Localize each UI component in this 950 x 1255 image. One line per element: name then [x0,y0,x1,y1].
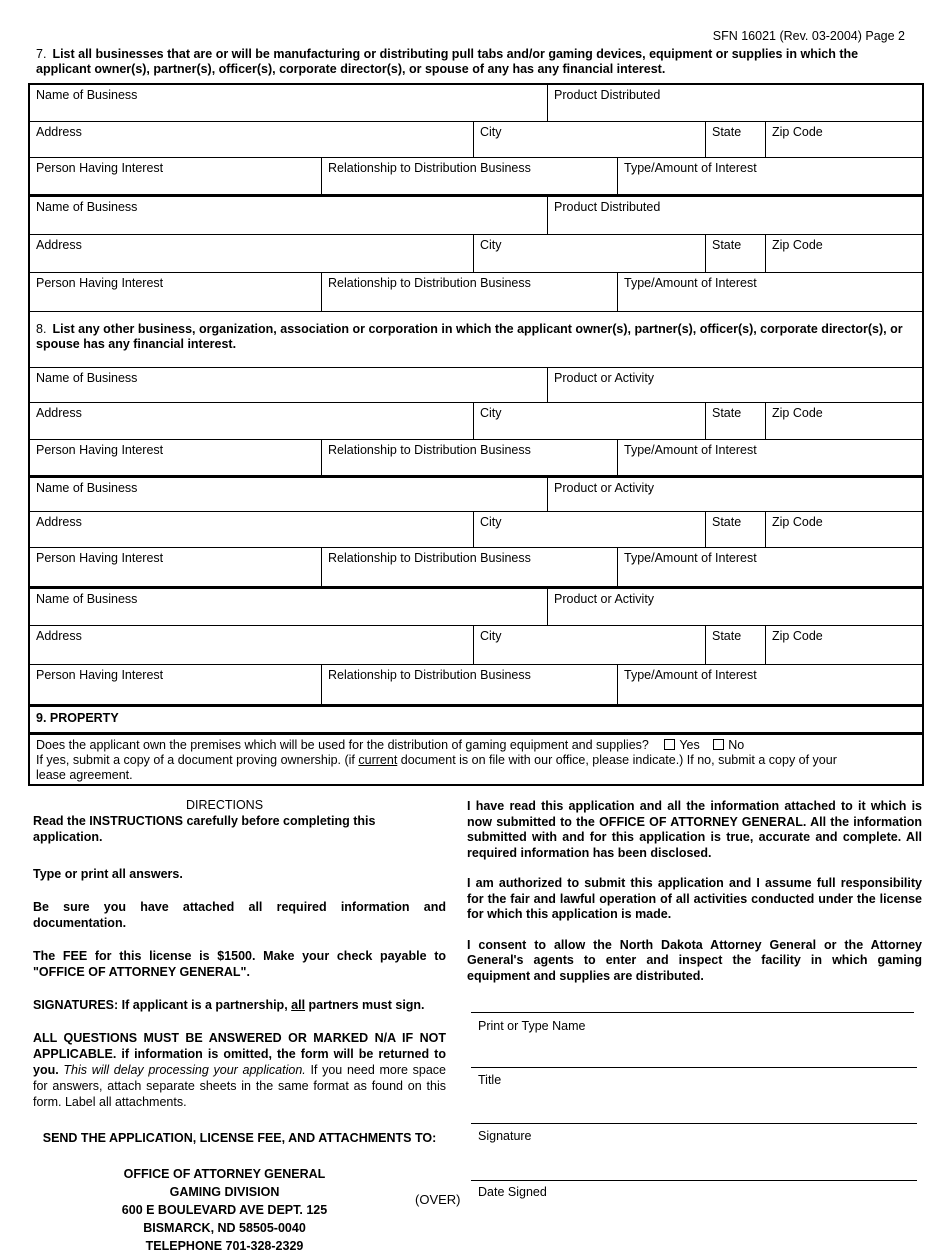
name-of-business-field[interactable] [30,197,547,234]
type-amount-field[interactable] [617,273,922,311]
question-7-text: List all businesses that are or will be manufacturing or distributing pull tabs and/or gaming devices, equipment or supplies in which the applicant owner(s), partner(s), officer(s), corporate director(s), or spouse of any has any financial interest. [36,47,859,76]
name-of-business-field[interactable] [30,478,547,511]
city-field[interactable] [473,626,705,664]
person-interest-field[interactable] [30,548,321,586]
field-label: Address [36,125,82,139]
field-label: Address [36,406,82,420]
name-of-business-field[interactable] [30,85,547,121]
field-label: State [712,125,742,139]
city-field[interactable] [473,122,705,157]
table-row [30,122,922,158]
field-label: Type/Amount of Interest [624,443,757,457]
type-amount-field[interactable] [617,548,922,586]
field-label: Zip Code [772,125,823,139]
question-8-text: List any other business, organization, association or corporation in which the applicant owner(s), partner(s), officer(s), corporate director(s), or spouse has any financial interest. [36,322,903,351]
p5-all: all [291,998,306,1012]
certification-p2: I am authorized to submit this application and I assume full responsibility for the fair and lawful operation of all activities conducted under the license for which this application is made. [467,876,922,921]
question-8 [36,322,916,352]
p5-text-2: partners must sign. [305,998,425,1012]
address-line: BISMARCK, ND 58505-0040 [143,1221,306,1235]
person-interest-field[interactable] [30,440,321,475]
table-row [30,626,922,665]
directions-p2: Type or print all answers. [33,867,183,881]
table-row [30,665,922,707]
person-interest-field[interactable] [30,665,321,704]
property-note [36,753,856,783]
relationship-field[interactable] [321,440,617,475]
no-label: No [728,738,745,752]
directions-p3: Be sure you have attached all required information and documentation. [33,900,446,930]
note-text-2: document is on file with our office, please indicate.) If no, submit a copy of your lease agreement. [36,753,837,782]
form-id: SFN 16021 (Rev. 03-2004) Page 2 [712,29,905,43]
address-line: TELEPHONE 701-328-2329 [145,1239,304,1253]
table-row [30,368,922,403]
table-row [30,158,922,197]
table-row [30,403,922,440]
table-row [30,512,922,548]
address-field[interactable] [30,235,473,272]
field-label: City [480,406,502,420]
table-row [30,440,922,478]
field-label: Product or Activity [554,481,655,495]
field-label: Zip Code [772,406,823,420]
field-label: Person Having Interest [36,443,164,457]
product-or-activity-field[interactable] [547,478,922,511]
certification-p3: I consent to allow the North Dakota Attorney General or the Attorney General's agents to enter and inspect the facility in which gaming equipment and supplies are distributed. [467,937,922,983]
directions-p6 [33,1030,446,1110]
certification-p1: I have read this application and all the information attached to it which is now submitted to the OFFICE OF ATTORNEY GENERAL. All the information submitted with and for this application is true, accurate and complete. All required information has been disclosed. [467,799,922,860]
field-label: Type/Amount of Interest [624,276,757,290]
field-label: Zip Code [772,238,823,252]
yes-label: Yes [679,738,700,752]
product-or-activity-field[interactable] [547,589,922,625]
signature-line [471,1067,917,1068]
field-label: Type/Amount of Interest [624,668,757,682]
type-amount-field[interactable] [617,440,922,475]
over-indicator: (OVER) [415,1192,461,1207]
field-label: City [480,125,502,139]
field-label: Relationship to Distribution Business [328,551,531,565]
field-label: Relationship to Distribution Business [328,443,531,457]
date-signed-field[interactable]: Date Signed [478,1185,547,1199]
field-label: Person Having Interest [36,551,164,565]
product-or-activity-field[interactable] [547,368,922,402]
p6-bold: ALL QUESTIONS MUST BE ANSWERED OR MARKED N/A IF NOT APPLICABLE. if information is omitted, the form will be returned to you. [33,1031,446,1077]
p6-rest: If you need more space for answers, attach separate sheets in the same format as found on this form. Label all attachments. [33,1063,446,1109]
property-question [36,738,906,783]
field-label: Name of Business [36,200,138,214]
city-field[interactable] [473,512,705,547]
field-label: State [712,515,742,529]
field-label: Product Distributed [554,88,661,102]
address-line: 600 E BOULEVARD AVE DEPT. 125 [121,1203,328,1217]
field-label: Product or Activity [554,371,655,385]
relationship-field[interactable] [321,158,617,194]
field-label: State [712,629,742,643]
state-field[interactable] [705,403,765,439]
state-field[interactable] [705,235,765,272]
field-label: Address [36,629,82,643]
table-row [30,85,922,122]
field-label: State [712,238,742,252]
title-field[interactable]: Title [478,1073,502,1087]
field-label: Type/Amount of Interest [624,161,757,175]
property-question-line [36,738,906,753]
relationship-field[interactable] [321,548,617,586]
question-8-number: 8. [36,322,47,336]
field-label: Name of Business [36,371,138,385]
zip-field[interactable] [765,403,922,439]
table-row [30,548,922,589]
directions-section [33,797,446,1255]
table-row [30,478,922,512]
certification-section [467,799,922,984]
city-field[interactable] [473,235,705,272]
table-row [30,273,922,312]
field-label: Relationship to Distribution Business [328,161,531,175]
print-name-field[interactable]: Print or Type Name [478,1019,586,1033]
type-amount-field[interactable] [617,158,922,194]
field-label: Name of Business [36,88,138,102]
state-field[interactable] [705,122,765,157]
address-line: OFFICE OF ATTORNEY GENERAL [123,1167,326,1181]
send-to-heading: SEND THE APPLICATION, LICENSE FEE, AND ATTACHMENTS TO: [42,1131,437,1145]
state-field[interactable] [705,626,765,664]
field-label: City [480,629,502,643]
address-field[interactable] [30,626,473,664]
address-field[interactable] [30,122,473,157]
mailing-address [3,1165,446,1255]
zip-field[interactable] [765,235,922,272]
directions-title: DIRECTIONS [185,798,264,812]
field-label: State [712,406,742,420]
no-checkbox[interactable] [713,739,724,750]
city-field[interactable] [473,403,705,439]
signature-line [471,1180,917,1181]
table-row [30,197,922,235]
property-section-header [30,707,922,735]
address-field[interactable] [30,512,473,547]
name-of-business-field[interactable] [30,589,547,625]
signature-line [471,1123,917,1124]
property-question-text: Does the applicant own the premises which will be used for the distribution of gaming equipment and supplies? [36,738,649,752]
field-label: Zip Code [772,515,823,529]
directions-p1: Read the INSTRUCTIONS carefully before completing this application. [33,814,376,844]
field-label: Name of Business [36,481,138,495]
question-7 [36,47,906,77]
table-row [30,589,922,626]
field-label: City [480,515,502,529]
address-field[interactable] [30,403,473,439]
field-label: Person Having Interest [36,276,164,290]
field-label: Type/Amount of Interest [624,551,757,565]
note-current: current [358,753,398,767]
field-label: City [480,238,502,252]
question-8-row [30,312,922,368]
business-interest-table [28,83,924,786]
name-of-business-field[interactable] [30,368,547,402]
zip-field[interactable] [765,626,922,664]
relationship-field[interactable] [321,665,617,704]
field-label: Product or Activity [554,592,655,606]
yes-checkbox[interactable] [664,739,675,750]
field-label: Address [36,238,82,252]
signature-line-top [471,1012,914,1013]
field-label: Person Having Interest [36,668,164,682]
state-field[interactable] [705,512,765,547]
field-label: Product Distributed [554,200,661,214]
question-7-number: 7. [36,47,47,61]
product-distributed-field[interactable] [547,197,922,234]
field-label: Zip Code [772,629,823,643]
person-interest-field[interactable] [30,158,321,194]
product-distributed-field[interactable] [547,85,922,121]
directions-p4: The FEE for this license is $1500. Make your check payable to "OFFICE OF ATTORNEY GENERAL". [33,949,446,979]
person-interest-field[interactable] [30,273,321,311]
zip-field[interactable] [765,512,922,547]
directions-p5 [33,997,446,1013]
table-row [30,235,922,273]
field-label: Name of Business [36,592,138,606]
note-text: If yes, submit a copy of a document proving ownership. (if [36,753,359,767]
property-title: 9. PROPERTY [36,711,119,725]
field-label: Person Having Interest [36,161,164,175]
field-label: Relationship to Distribution Business [328,276,531,290]
p5-text: SIGNATURES: If applicant is a partnership, [33,998,292,1012]
address-line: GAMING DIVISION [169,1185,280,1199]
type-amount-field[interactable] [617,665,922,704]
p6-italic: This will delay processing your application. [63,1063,306,1077]
field-label: Address [36,515,82,529]
signature-field[interactable]: Signature [478,1129,532,1143]
relationship-field[interactable] [321,273,617,311]
zip-field[interactable] [765,122,922,157]
field-label: Relationship to Distribution Business [328,668,531,682]
